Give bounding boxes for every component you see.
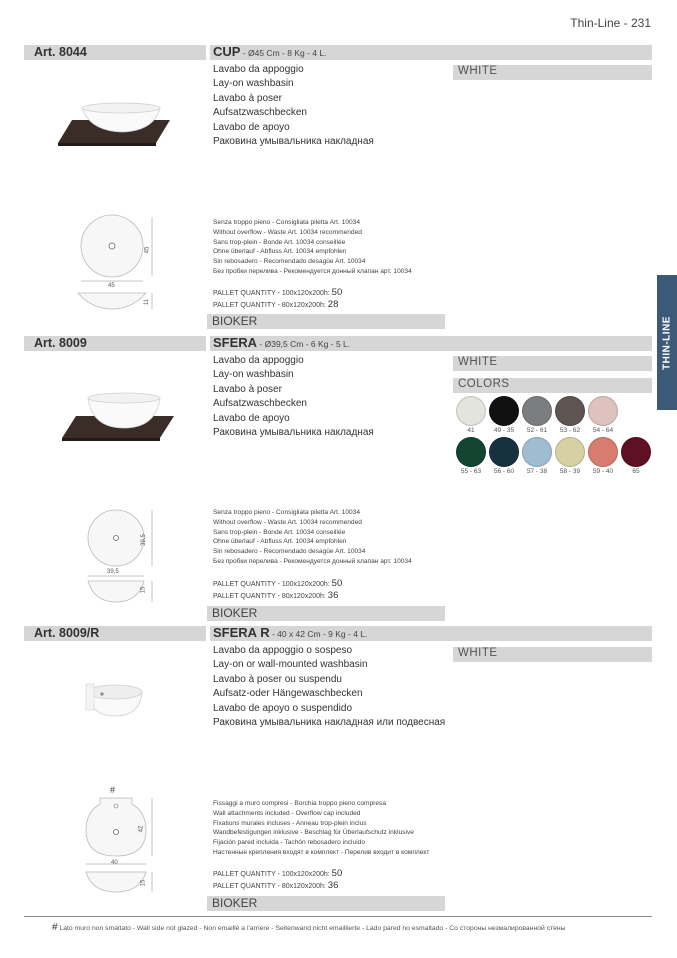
desc-line: Aufsatz-oder Hängewaschbecken [213,688,363,700]
product-photo-cup [52,95,176,157]
material-label: BIOKER [212,314,258,328]
color-code: 55 - 63 [460,468,482,475]
desc-line: Aufsatzwaschbecken [213,107,307,119]
dim-height: 15 [140,879,147,887]
product-name-bar [210,336,652,351]
product-name: CUP [213,44,241,59]
product-spec: - Ø45 Cm - 8 Kg - 4 L. [240,48,327,58]
material-bar [207,606,445,621]
dim-width: 45 [108,283,115,289]
color-code: 49 - 35 [493,427,515,434]
pallet-qty: 36 [327,590,339,601]
pallet-label: PALLET QUANTITY - 100x120x200h: [213,871,332,878]
product-name: SFERA [213,335,258,350]
desc-line: Lavabo à poser [213,383,282,395]
color-swatch[interactable] [555,437,585,467]
art-number: Art. 8009 [34,336,87,350]
dim-width: 39,5 [107,569,119,575]
pallet-qty: 50 [331,868,343,879]
section-side-tab-label: THIN-LINE [661,315,673,370]
dim-depth: 42 [138,825,145,833]
technical-notes [213,799,429,858]
note-line: Ohne überlauf - Abfluss Art. 10034 empfohlen [213,248,347,256]
desc-line: Lavabo à poser ou suspendu [213,673,342,685]
product-spec: - 40 x 42 Cm - 9 Kg - 4 L. [269,629,368,639]
color-swatch[interactable] [555,396,585,426]
color-swatch[interactable] [588,437,618,467]
note-line: Ohne überlauf - Abfluss Art. 10034 empfohlen [213,538,347,546]
pallet-label: PALLET QUANTITY - 100x120x200h: [213,290,332,297]
finish-label: WHITE [458,356,498,368]
pallet-label: PALLET QUANTITY - 80x120x200h: [213,302,328,309]
material-label: BIOKER [212,606,258,620]
footer-text: Lato muro non smaltato - Wall side not glazed - Non emaillé a l'arriere - Seitenwand nicht emaillierte - Lado pared no esmaltado - Со стороны незмалированной стены [57,925,566,932]
desc-line: Lavabo da appoggio [213,64,304,75]
desc-line: Lay-on washbasin [213,369,294,381]
material-bar [207,314,445,329]
finish-label: WHITE [458,65,498,77]
desc-line: Lay-on washbasin [213,78,294,90]
note-line: Без пробки перелива - Рекомендуется донный клапан арт. 10034 [213,267,412,275]
finish-label: WHITE [458,647,498,659]
dim-depth: 45 [144,246,151,254]
note-line: Fissaggi a muro compresi - Borchia troppo pieno compresa [213,800,386,807]
desc-line: Раковина умывальника накладная [213,427,374,439]
art-number: Art. 8009/R [34,626,100,640]
material-label: BIOKER [212,896,258,910]
note-line: Without overflow - Waste Art. 10034 recommended [213,228,362,236]
art-number-bar [24,45,206,60]
colors-bar [453,378,652,393]
footer-divider [24,916,652,917]
product-name-bar [210,45,652,60]
product-8009 [24,336,652,626]
page-header: Thin-Line - 231 [570,16,651,30]
note-line: Sans trop-plein - Bonde Art. 10034 conseillée [213,528,346,536]
color-swatch[interactable] [621,437,651,467]
desc-line: Aufsatzwaschbecken [213,398,307,410]
note-line: Wall attachments included - Overflow cap included [213,809,361,817]
color-swatch[interactable] [522,396,552,426]
note-line: Fijación pared incluida - Tachón rebosadero incluido [213,839,365,847]
technical-notes [213,218,412,277]
colors-label: COLORS [458,378,510,390]
material-bar [207,896,445,911]
note-line: Sans trop-plein - Bonde Art. 10034 conseillée [213,238,346,246]
desc-line: Lavabo da appoggio [213,355,304,366]
product-photo-sfera [56,388,180,450]
desc-line: Lavabo de apoyo [213,121,290,133]
product-name-bar [210,626,652,641]
pallet-quantities [213,578,342,602]
pallet-qty: 50 [331,287,343,298]
color-code: 53 - 62 [559,427,581,434]
pallet-label: PALLET QUANTITY - 100x120x200h: [213,581,332,588]
color-swatch[interactable] [522,437,552,467]
art-number-bar [24,336,206,351]
art-number-bar [24,626,206,641]
desc-line: Раковина умывальника накладная или подвесная [213,717,446,729]
pallet-qty: 28 [327,299,339,310]
section-side-tab[interactable] [657,275,677,410]
note-line: Настенные крепления входят в комплект - Перелив входит в комплект [213,848,430,856]
desc-line: Lavabo de apoyo o suspendido [213,702,353,714]
art-number: Art. 8044 [34,45,87,59]
color-code: 52 - 61 [526,427,548,434]
product-spec: - Ø39,5 Cm - 6 Kg - 5 L. [257,339,351,349]
color-swatches [453,396,653,476]
color-swatch[interactable] [489,437,519,467]
color-code: 54 - 64 [592,427,614,434]
dim-height: 15 [140,586,147,594]
dim-width: 40 [111,860,118,866]
technical-drawing-sfera-r [80,794,170,896]
finish-white-bar [453,647,652,662]
note-line: Без пробки перелива - Рекомендуется донный клапан арт. 10034 [213,557,412,565]
note-line: Senza troppo pieno - Consigliata piletta Art. 10034 [213,219,360,226]
color-swatch[interactable] [588,396,618,426]
pallet-label: PALLET QUANTITY - 80x120x200h: [213,883,328,890]
pallet-qty: 50 [331,578,343,589]
color-code: 58 - 39 [559,468,581,475]
product-8044 [24,45,652,335]
color-code: 41 [467,427,475,434]
product-name: SFERA R [213,625,270,640]
color-code: 59 - 40 [592,468,614,475]
pallet-quantities [213,868,342,892]
product-description [213,354,374,440]
pallet-quantities [213,287,342,311]
technical-notes [213,508,412,567]
note-line: Sin rebosadero - Recomendado desagüe Art. 10034 [213,258,366,266]
footer-mark: # [52,922,58,933]
desc-line: Раковина умывальника накладная [213,136,374,148]
technical-drawing-sfera [80,506,170,608]
finish-white-bar [453,65,652,80]
pallet-qty: 36 [327,880,339,891]
desc-line: Lavabo da appoggio o sospeso [213,645,353,656]
color-swatch[interactable] [489,396,519,426]
dim-depth: 39,5 [140,534,147,546]
finish-white-bar [453,356,652,371]
color-code: 65 [632,468,640,475]
color-swatch[interactable] [456,396,486,426]
product-description [213,63,374,149]
footer-note [52,922,566,933]
note-line: Wandbefestigungen inklusive - Beschlag für Überlaufschutz inklusive [213,829,414,837]
note-line: Without overflow - Waste Art. 10034 recommended [213,518,362,526]
wall-side-mark: # [110,785,116,795]
product-8009r [24,626,652,916]
desc-line: Lavabo à poser [213,92,282,104]
product-photo-sfera-r [82,678,148,722]
color-swatch[interactable] [456,437,486,467]
pallet-label: PALLET QUANTITY - 80x120x200h: [213,593,328,600]
note-line: Senza troppo pieno - Consigliata piletta Art. 10034 [213,509,360,516]
color-code: 56 - 60 [493,468,515,475]
product-description [213,644,445,730]
note-line: Sin rebosadero - Recomendado desagüe Art. 10034 [213,548,366,556]
desc-line: Lavabo de apoyo [213,412,290,424]
note-line: Fixations murales incluses - Anneau trop-plein inclus [213,819,367,827]
desc-line: Lay-on or wall-mounted washbasin [213,659,368,671]
dim-height: 11 [144,298,151,306]
color-code: 57 - 38 [526,468,548,475]
